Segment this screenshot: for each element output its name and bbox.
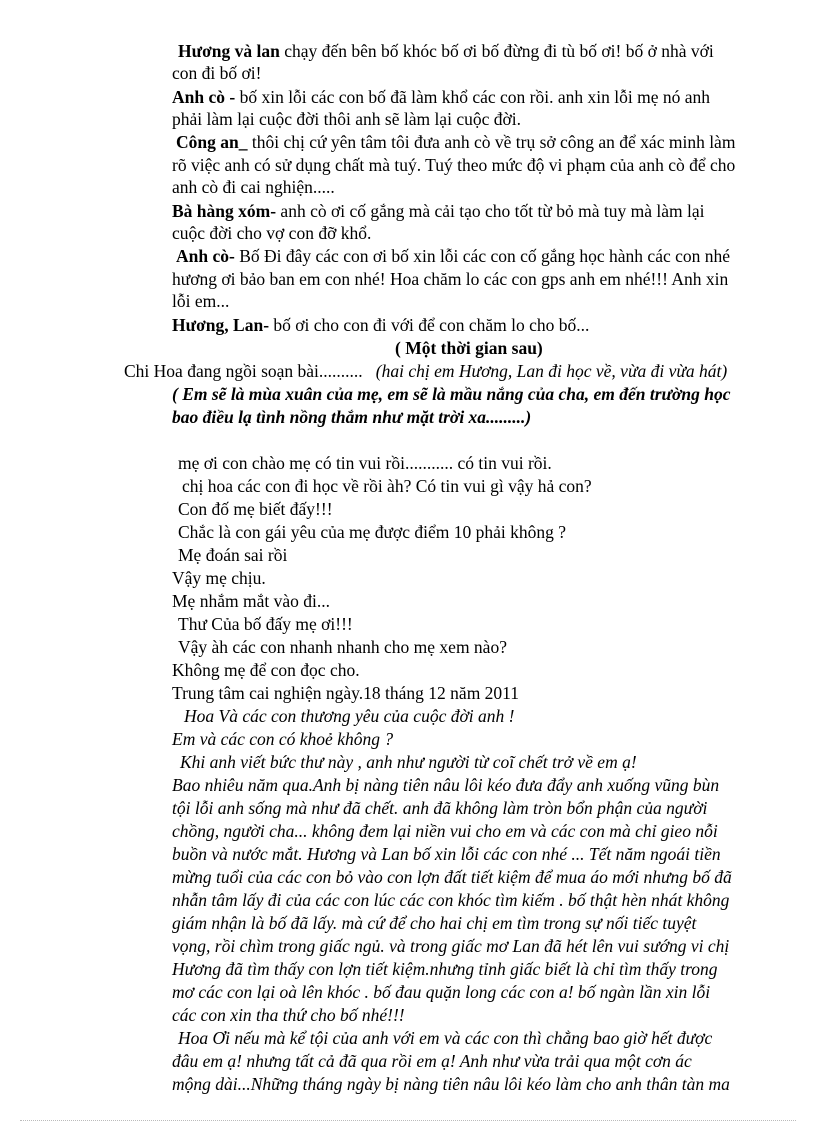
letter-line: Hương đã tìm thấy con lợn tiết kiệm.nhưng tỉnh giấc biết là chỉ tìm thấy trong xyxy=(172,959,718,979)
speaker-name: Công an_ xyxy=(176,132,248,152)
letter-line: Hoa Ơi nếu mà kể tội của anh với em và các con thì chẳng bao giờ hết được xyxy=(178,1028,713,1048)
letter-line: Khi anh viết bức thư này , anh như người từ coĩ chết trở về em ạ! xyxy=(180,752,637,772)
conversation-line: Con đố mẹ biết đấy!!! xyxy=(178,499,333,519)
speaker-name: Hương và lan xyxy=(178,41,280,61)
dialogue-line: Anh cò - bố xin lỗi các con bố đã làm khổ các con rồi. anh xin lỗi mẹ nó anh xyxy=(172,87,711,107)
letter-line: tội lỗi anh sống mà như đã chết. anh đã không làm tròn bổn phận của người xyxy=(172,798,708,818)
song-line: ( Em sẽ là mùa xuân của mẹ, em sẽ là mầu nắng của cha, em đến trường học xyxy=(172,384,731,404)
conversation-line: Vậy mẹ chịu. xyxy=(172,568,266,588)
dialogue-continuation: anh cò đi cai nghiện..... xyxy=(172,177,335,197)
letter-line: các con xin tha thứ cho bố nhé!!! xyxy=(172,1005,405,1025)
speaker-name: Anh cò- xyxy=(176,246,235,266)
dialogue-continuation: rõ việc anh có sử dụng chất mà tuý. Tuý theo mức độ vi phạm của anh cò để cho xyxy=(172,155,736,175)
scene-title: ( Một thời gian sau) xyxy=(395,338,543,358)
letter-line: nhẫn tâm lấy đi của các con lúc các con khóc tìm kiếm . bố thật hèn nhát không xyxy=(172,890,730,910)
speaker-name: Bà hàng xóm- xyxy=(172,201,277,221)
letter-line: mơ các con lại oà lên khóc . bố đau quặn long các con a! bố ngàn lần xin lỗi xyxy=(172,982,711,1002)
conversation-line: Chắc là con gái yêu của mẹ được điểm 10 phải không ? xyxy=(178,522,567,542)
dialogue-line: Công an_ thôi chị cứ yên tâm tôi đưa anh cò về trụ sở công an để xác minh làm xyxy=(176,132,736,152)
conversation-line: chị hoa các con đi học về rồi àh? Có tin vui gì vậy hả con? xyxy=(182,476,592,496)
conversation-line: Vậy àh các con nhanh nhanh cho mẹ xem nào? xyxy=(178,637,507,657)
conversation-line: Không mẹ để con đọc cho. xyxy=(172,660,360,680)
letter-line: chồng, người cha... không đem lại niền vui cho em và các con mà chỉ gieo nỗi xyxy=(172,821,718,841)
letter-line: vọng, rồi chìm trong giấc ngủ. và trong giấc mơ Lan đã hét lên vui sướng vi chị xyxy=(172,936,730,956)
dialogue-continuation: con đi bố ơi! xyxy=(172,63,262,83)
conversation-line: Thư Của bố đấy mẹ ơi!!! xyxy=(178,614,353,634)
scene-line: Chi Hoa đang ngồi soạn bài.......... (hai chị em Hương, Lan đi học về, vừa đi vừa hát) xyxy=(124,361,728,381)
dialogue-continuation: phải làm lại cuộc đời thôi anh sẽ làm lại cuộc đời. xyxy=(172,109,521,129)
dialogue-continuation: lỗi em... xyxy=(172,291,230,311)
letter-line: đâu em ạ! nhưng tất cả đã qua rồi em ạ! Anh như vừa trải qua một cơn ác xyxy=(172,1051,692,1071)
letter-line: buồn và nước mắt. Hương và Lan bố xin lỗi các con nhé ... Tết năm ngoái tiền xyxy=(172,844,721,864)
scene-note: (hai chị em Hương, Lan đi học về, vừa đi vừa hát) xyxy=(375,361,728,381)
letter-line: Em và các con có khoẻ không ? xyxy=(172,729,394,749)
dialogue-line: Bà hàng xóm- anh cò ơi cố gắng mà cải tạo cho tốt từ bỏ mà tuy mà làm lại xyxy=(172,201,705,221)
dialogue-line: Hương, Lan- bố ơi cho con đi với để con chăm lo cho bố... xyxy=(172,315,590,335)
conversation-line: Mẹ đoán sai rồi xyxy=(178,545,288,565)
dialogue-line: Anh cò- Bố Đi đây các con ơi bố xin lỗi các con cố gắng học hành các con nhé xyxy=(176,246,731,266)
letter-dateline: Trung tâm cai nghiện ngày.18 tháng 12 năm 2011 xyxy=(172,683,520,703)
letter-line: giám nhận là bố đã lấy. mà cứ để cho hai chị em tìm trong sự nối tiếc tuyệt xyxy=(172,913,697,933)
dialogue-continuation: hương ơi bảo ban em con nhé! Hoa chăm lo các con gps anh em nhé!!! Anh xin xyxy=(172,269,729,289)
letter-line: Hoa Và các con thương yêu của cuộc đời anh ! xyxy=(184,706,515,726)
dialogue-line: Hương và lan chạy đến bên bố khóc bố ơi bố đừng đi tù bố ơi! bố ở nhà với xyxy=(178,41,714,61)
letter-line: mừng tuổi của các con bỏ vào con lợn đất tiết kiệm để mua áo mới nhưng bố đã xyxy=(172,867,732,887)
speaker-name: Hương, Lan- xyxy=(172,315,270,335)
letter-line: Bao nhiêu năm qua.Anh bị nàng tiên nâu lôi kéo đưa đẩy anh xuống vũng bùn xyxy=(172,775,720,795)
conversation-line: mẹ ơi con chào mẹ có tin vui rồi........... có tin vui rồi. xyxy=(178,453,552,473)
song-line: bao điều lạ tình nồng thắm như mặt trời xa.........) xyxy=(172,407,532,427)
letter-line: mộng dài...Những tháng ngày bị nàng tiên nâu lôi kéo làm cho anh thân tàn ma xyxy=(172,1074,730,1094)
page-bottom-rule xyxy=(20,1120,796,1121)
dialogue-continuation: cuộc đời cho vợ con đỡ khổ. xyxy=(172,223,372,243)
conversation-line: Mẹ nhắm mắt vào đi... xyxy=(172,591,330,611)
speaker-name: Anh cò - xyxy=(172,87,236,107)
